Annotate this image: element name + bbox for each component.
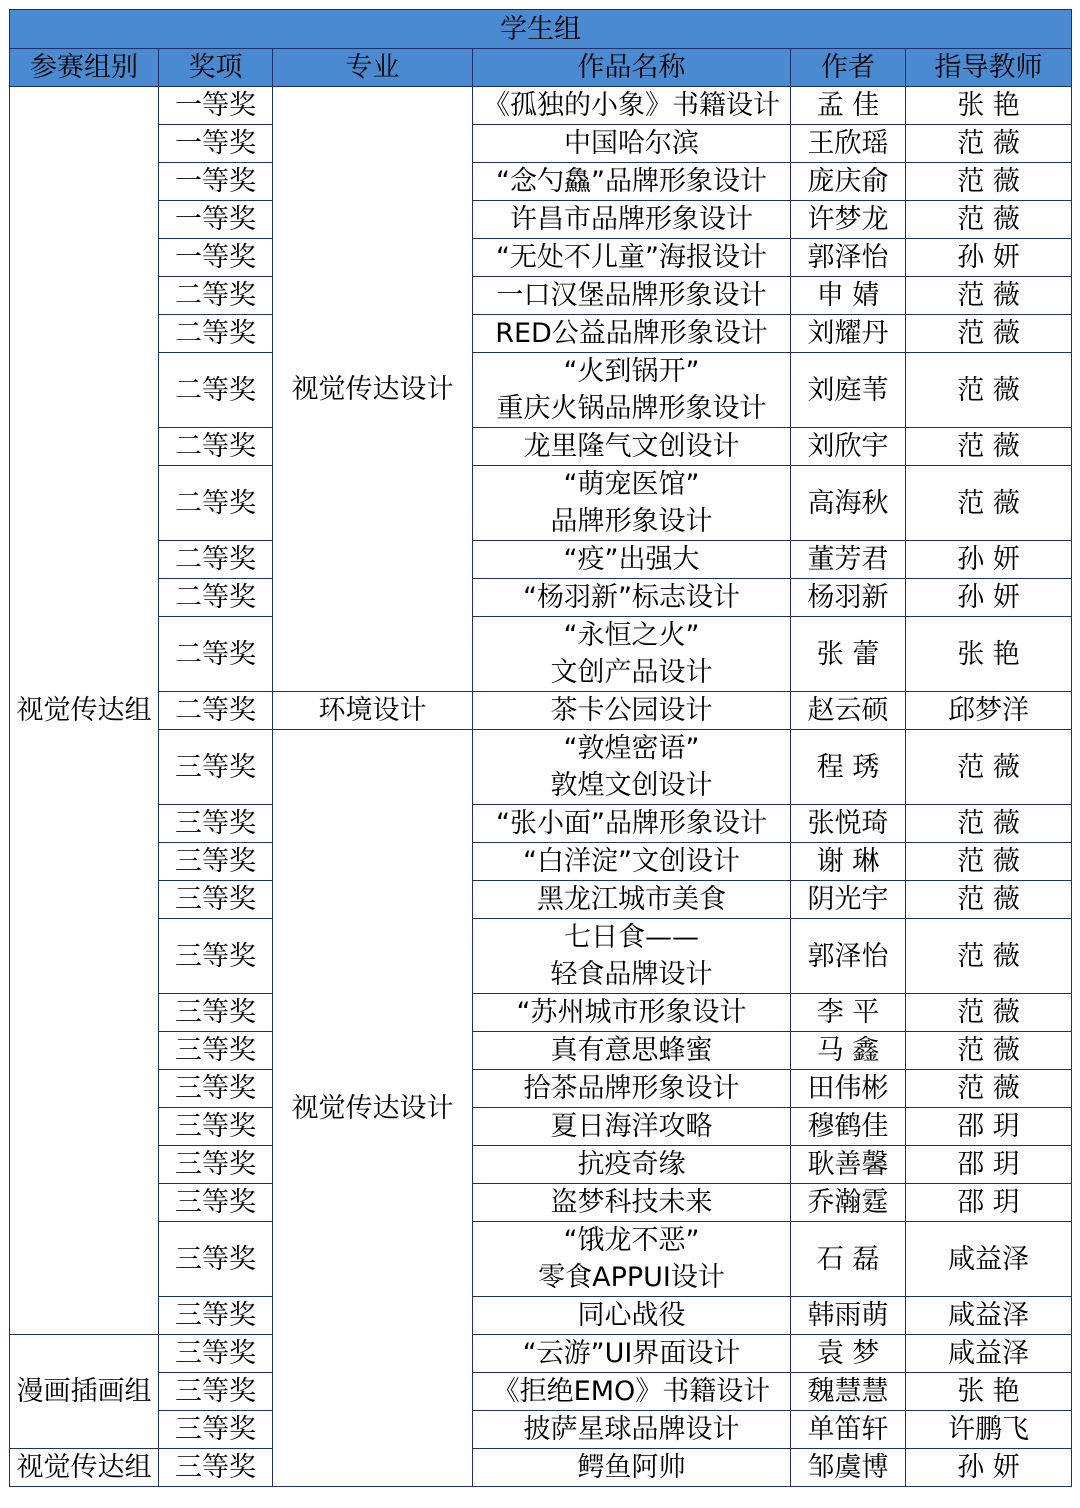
- header-row: [10, 49, 1072, 87]
- work-title-cell: [473, 730, 791, 805]
- work-title-cell: [473, 1070, 791, 1108]
- table-row: [10, 1297, 1072, 1335]
- work-title-cell: [473, 239, 791, 277]
- table-row: [10, 692, 1072, 730]
- author-cell: 郭泽怡: [791, 239, 906, 277]
- work-header: 作品名称: [473, 49, 791, 87]
- teacher-cell: 范 薇: [906, 277, 1072, 315]
- award-cell: 三等奖: [159, 1449, 273, 1487]
- group-cell: 视觉传达组: [10, 1449, 159, 1487]
- author-cell: 高海秋: [791, 466, 906, 541]
- work-title-line: 披萨星球品牌设计: [523, 1414, 740, 1445]
- award-cell: 三等奖: [159, 805, 273, 843]
- award-cell: 二等奖: [159, 353, 273, 428]
- teacher-cell: 范 薇: [906, 353, 1072, 428]
- group-cell: 漫画插画组: [10, 1335, 159, 1449]
- award-cell: 三等奖: [159, 881, 273, 919]
- work-title-line: “白洋淀”文创设计: [523, 846, 740, 877]
- work-title-cell: [473, 1373, 791, 1411]
- teacher-cell: 张 艳: [906, 617, 1072, 692]
- author-cell: 穆鹤佳: [791, 1108, 906, 1146]
- award-cell: 二等奖: [159, 617, 273, 692]
- author-cell: 石 磊: [791, 1222, 906, 1297]
- teacher-cell: 孙 妍: [906, 579, 1072, 617]
- work-title-cell: [473, 617, 791, 692]
- table-row: [10, 1108, 1072, 1146]
- author-cell: 许梦龙: [791, 201, 906, 239]
- work-title-line: 拾茶品牌形象设计: [523, 1073, 740, 1104]
- teacher-cell: 邵 玥: [906, 1184, 1072, 1222]
- work-title-cell: [473, 353, 791, 428]
- table-row: [10, 1146, 1072, 1184]
- author-cell: 程 琇: [791, 730, 906, 805]
- teacher-cell: 范 薇: [906, 881, 1072, 919]
- award-cell: 三等奖: [159, 919, 273, 994]
- work-title-cell: [473, 541, 791, 579]
- author-cell: 张悦琦: [791, 805, 906, 843]
- work-title-line: 《孤独的小象》书籍设计: [483, 90, 780, 121]
- table-row: [10, 87, 1072, 125]
- work-title-line: 敦煌文创设计: [550, 770, 713, 801]
- award-header: 奖项: [159, 49, 273, 87]
- work-title-cell: [473, 805, 791, 843]
- award-cell: 一等奖: [159, 163, 273, 201]
- award-cell: 二等奖: [159, 541, 273, 579]
- teacher-cell: 范 薇: [906, 805, 1072, 843]
- author-cell: 耿善馨: [791, 1146, 906, 1184]
- teacher-cell: 范 薇: [906, 125, 1072, 163]
- teacher-cell: 范 薇: [906, 428, 1072, 466]
- group-cell: 视觉传达组: [10, 87, 159, 1335]
- teacher-cell: 孙 妍: [906, 239, 1072, 277]
- award-cell: 三等奖: [159, 1032, 273, 1070]
- table-row: [10, 1222, 1072, 1297]
- award-table-sheet: [9, 9, 1072, 1487]
- work-title-cell: [473, 466, 791, 541]
- author-cell: 魏慧慧: [791, 1373, 906, 1411]
- work-title-line: 茶卡公园设计: [550, 695, 713, 726]
- work-title-line: 抗疫奇缘: [577, 1149, 686, 1180]
- table-row: [10, 617, 1072, 692]
- work-title-cell: [473, 843, 791, 881]
- work-title-cell: [473, 692, 791, 730]
- teacher-cell: 范 薇: [906, 843, 1072, 881]
- group-header: 参赛组别: [10, 49, 159, 87]
- author-cell: 田伟彬: [791, 1070, 906, 1108]
- award-cell: 一等奖: [159, 87, 273, 125]
- work-title-line: “无处不儿童”海报设计: [496, 242, 767, 273]
- work-title-cell: [473, 201, 791, 239]
- teacher-cell: 咸益泽: [906, 1297, 1072, 1335]
- table-row: [10, 353, 1072, 428]
- author-cell: 袁 梦: [791, 1335, 906, 1373]
- author-cell: 谢 琳: [791, 843, 906, 881]
- author-cell: 赵云硕: [791, 692, 906, 730]
- award-cell: 三等奖: [159, 843, 273, 881]
- author-cell: 李 平: [791, 994, 906, 1032]
- work-title-line: “苏州城市形象设计: [516, 997, 747, 1028]
- work-title-cell: [473, 1146, 791, 1184]
- table-row: [10, 277, 1072, 315]
- work-title-line: 零食APPUI设计: [538, 1262, 725, 1293]
- teacher-cell: 张 艳: [906, 87, 1072, 125]
- major-cell: 环境设计: [273, 692, 473, 730]
- work-title-cell: [473, 1222, 791, 1297]
- table-row: [10, 1411, 1072, 1449]
- teacher-cell: 范 薇: [906, 466, 1072, 541]
- work-title-line: 轻食品牌设计: [550, 959, 713, 990]
- award-cell: 三等奖: [159, 1146, 273, 1184]
- author-cell: 王欣瑶: [791, 125, 906, 163]
- table-row: [10, 1184, 1072, 1222]
- work-title-line: 盗梦科技未来: [550, 1187, 713, 1218]
- award-cell: 二等奖: [159, 692, 273, 730]
- award-cell: 三等奖: [159, 1411, 273, 1449]
- teacher-cell: 范 薇: [906, 1032, 1072, 1070]
- work-title-line: 《拒绝EMO》书籍设计: [492, 1376, 771, 1407]
- work-title-cell: [473, 994, 791, 1032]
- teacher-cell: 邵 玥: [906, 1146, 1072, 1184]
- work-title-cell: [473, 125, 791, 163]
- work-title-cell: [473, 1297, 791, 1335]
- author-cell: 杨羽新: [791, 579, 906, 617]
- work-title-line: “萌宠医馆”: [563, 469, 700, 500]
- table-row: [10, 1449, 1072, 1487]
- work-title-line: “疫”出强大: [563, 544, 700, 575]
- award-cell: 三等奖: [159, 1373, 273, 1411]
- work-title-line: 一口汉堡品牌形象设计: [496, 280, 767, 311]
- work-title-line: 文创产品设计: [550, 657, 713, 688]
- table-body: [10, 87, 1072, 1487]
- award-cell: 三等奖: [159, 1108, 273, 1146]
- teacher-cell: 范 薇: [906, 1070, 1072, 1108]
- table-row: [10, 125, 1072, 163]
- award-cell: 二等奖: [159, 579, 273, 617]
- teacher-cell: 孙 妍: [906, 541, 1072, 579]
- author-cell: 申 婧: [791, 277, 906, 315]
- teacher-cell: 范 薇: [906, 919, 1072, 994]
- award-cell: 三等奖: [159, 1184, 273, 1222]
- table-row: [10, 730, 1072, 805]
- author-cell: 张 蕾: [791, 617, 906, 692]
- work-title-line: 品牌形象设计: [550, 506, 713, 537]
- work-title-line: 许昌市品牌形象设计: [510, 204, 753, 235]
- work-title-cell: [473, 1335, 791, 1373]
- award-cell: 三等奖: [159, 994, 273, 1032]
- author-cell: 单笛轩: [791, 1411, 906, 1449]
- work-title-cell: [473, 163, 791, 201]
- work-title-cell: [473, 428, 791, 466]
- author-cell: 阴光宇: [791, 881, 906, 919]
- major-cell: 视觉传达设计: [273, 730, 473, 1487]
- award-cell: 三等奖: [159, 1070, 273, 1108]
- award-cell: 三等奖: [159, 1335, 273, 1373]
- author-cell: 邹虞博: [791, 1449, 906, 1487]
- author-cell: 韩雨萌: [791, 1297, 906, 1335]
- work-title-line: “念勺鱻”品牌形象设计: [496, 166, 767, 197]
- table-row: [10, 805, 1072, 843]
- author-cell: 乔瀚霆: [791, 1184, 906, 1222]
- award-cell: 一等奖: [159, 239, 273, 277]
- table-row: [10, 919, 1072, 994]
- author-cell: 郭泽怡: [791, 919, 906, 994]
- award-cell: 二等奖: [159, 428, 273, 466]
- work-title-line: 夏日海洋攻略: [550, 1111, 713, 1142]
- award-cell: 二等奖: [159, 466, 273, 541]
- work-title-line: 中国哈尔滨: [564, 128, 699, 159]
- work-title-line: 七日食——: [564, 922, 699, 953]
- work-title-line: 鳄鱼阿帅: [577, 1452, 686, 1483]
- author-cell: 庞庆俞: [791, 163, 906, 201]
- work-title-cell: [473, 277, 791, 315]
- work-title-line: “火到锅开”: [563, 356, 700, 387]
- table-row: [10, 994, 1072, 1032]
- work-title-cell: [473, 1449, 791, 1487]
- author-cell: 刘耀丹: [791, 315, 906, 353]
- table-row: [10, 541, 1072, 579]
- table-row: [10, 1373, 1072, 1411]
- work-title-line: “饿龙不恶”: [563, 1225, 700, 1256]
- table-row: [10, 163, 1072, 201]
- table-row: [10, 466, 1072, 541]
- table-row: [10, 881, 1072, 919]
- author-cell: 马 鑫: [791, 1032, 906, 1070]
- table-row: [10, 1032, 1072, 1070]
- work-title-line: 同心战役: [577, 1300, 686, 1331]
- table-row: [10, 315, 1072, 353]
- award-cell: 一等奖: [159, 201, 273, 239]
- work-title-cell: [473, 1032, 791, 1070]
- award-cell: 三等奖: [159, 1297, 273, 1335]
- table-row: [10, 579, 1072, 617]
- table-title: 学生组: [10, 10, 1072, 49]
- work-title-line: “云游”UI界面设计: [522, 1338, 741, 1369]
- teacher-header: 指导教师: [906, 49, 1072, 87]
- author-cell: 刘庭苇: [791, 353, 906, 428]
- work-title-line: 重庆火锅品牌形象设计: [496, 393, 767, 424]
- teacher-cell: 孙 妍: [906, 1449, 1072, 1487]
- table-row: [10, 201, 1072, 239]
- table-row: [10, 1070, 1072, 1108]
- award-cell: 一等奖: [159, 125, 273, 163]
- teacher-cell: 范 薇: [906, 730, 1072, 805]
- teacher-cell: 许鹏飞: [906, 1411, 1072, 1449]
- work-title-cell: [473, 1108, 791, 1146]
- work-title-line: “敦煌密语”: [563, 733, 700, 764]
- teacher-cell: 咸益泽: [906, 1222, 1072, 1297]
- table-row: [10, 239, 1072, 277]
- table-row: [10, 843, 1072, 881]
- work-title-line: 黑龙江城市美食: [537, 884, 726, 915]
- author-cell: 孟 佳: [791, 87, 906, 125]
- major-header: 专业: [273, 49, 473, 87]
- teacher-cell: 范 薇: [906, 994, 1072, 1032]
- award-cell: 二等奖: [159, 315, 273, 353]
- work-title-line: 龙里隆气文创设计: [523, 431, 740, 462]
- teacher-cell: 范 薇: [906, 163, 1072, 201]
- work-title-line: RED公益品牌形象设计: [495, 318, 768, 349]
- award-cell: 三等奖: [159, 1222, 273, 1297]
- teacher-cell: 范 薇: [906, 315, 1072, 353]
- table-row: [10, 1335, 1072, 1373]
- work-title-cell: [473, 579, 791, 617]
- table-row: [10, 428, 1072, 466]
- teacher-cell: 咸益泽: [906, 1335, 1072, 1373]
- author-cell: 董芳君: [791, 541, 906, 579]
- work-title-line: “永恒之火”: [563, 620, 700, 651]
- teacher-cell: 张 艳: [906, 1373, 1072, 1411]
- work-title-cell: [473, 87, 791, 125]
- work-title-cell: [473, 1184, 791, 1222]
- work-title-line: 真有意思蜂蜜: [550, 1035, 713, 1066]
- award-table: [9, 9, 1072, 1487]
- work-title-cell: [473, 315, 791, 353]
- teacher-cell: 邵 玥: [906, 1108, 1072, 1146]
- award-cell: 三等奖: [159, 730, 273, 805]
- teacher-cell: 邱梦洋: [906, 692, 1072, 730]
- work-title-cell: [473, 919, 791, 994]
- work-title-cell: [473, 881, 791, 919]
- author-cell: 刘欣宇: [791, 428, 906, 466]
- work-title-line: “杨羽新”标志设计: [523, 582, 740, 613]
- major-cell: 视觉传达设计: [273, 87, 473, 692]
- work-title-cell: [473, 1411, 791, 1449]
- teacher-cell: 范 薇: [906, 201, 1072, 239]
- work-title-line: “张小面”品牌形象设计: [496, 808, 767, 839]
- award-cell: 二等奖: [159, 277, 273, 315]
- author-header: 作者: [791, 49, 906, 87]
